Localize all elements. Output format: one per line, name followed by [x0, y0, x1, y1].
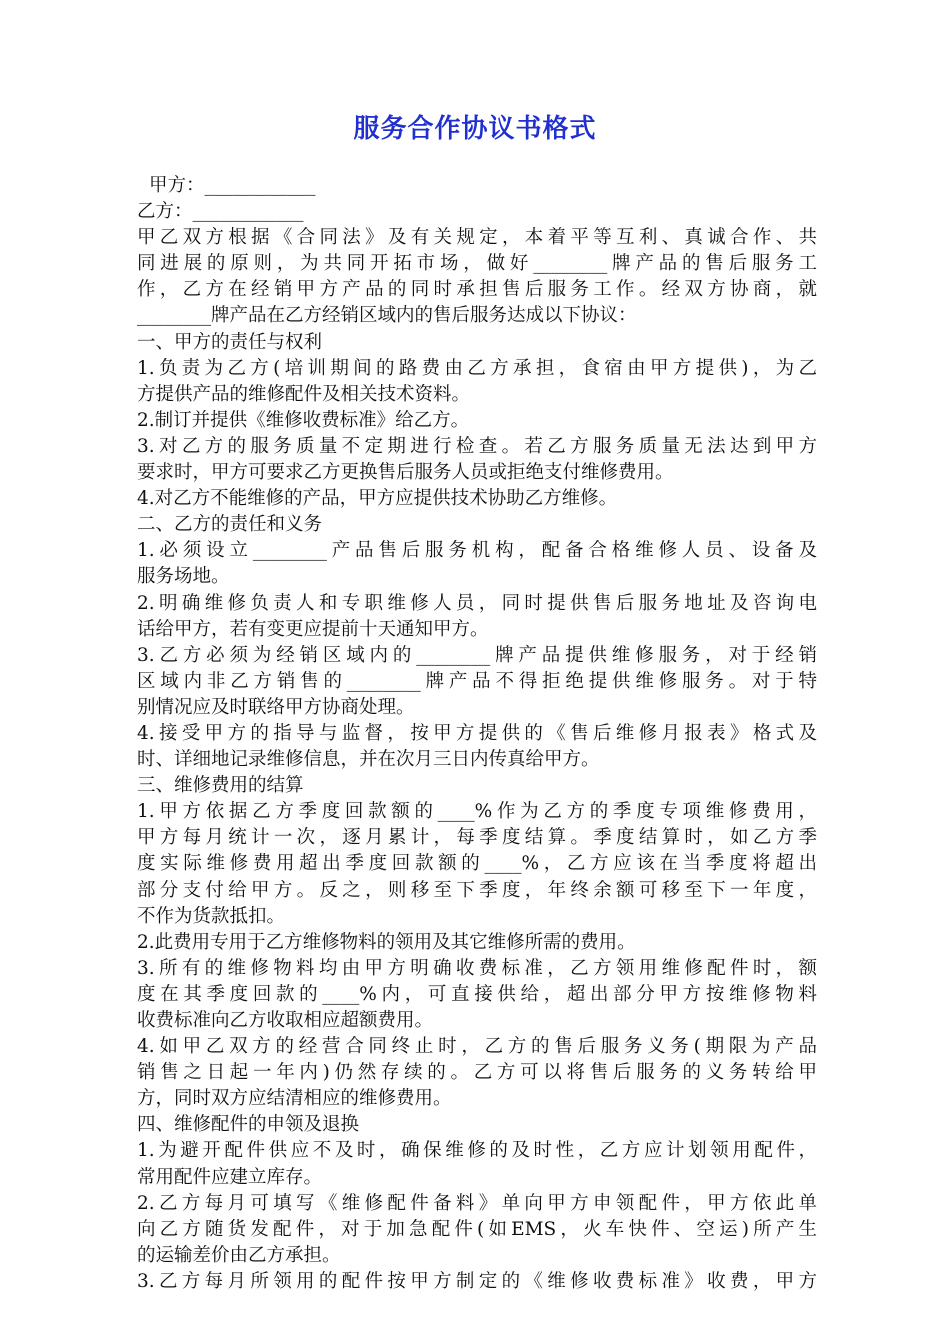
- document-line: 3.乙方每月所领用的配件按甲方制定的《维修收费标准》收费，甲方: [137, 1270, 817, 1292]
- document-line: 甲方：____________: [149, 175, 316, 196]
- document-line: 乙方：____________: [137, 201, 304, 223]
- document-title: 服务合作协议书格式: [353, 114, 597, 144]
- document-line: 服务场地。: [137, 566, 230, 588]
- document-line: 1.为避开配件供应不及时，确保维修的及时性，乙方应计划领用配件，: [137, 1140, 817, 1162]
- document-line: 不作为货款抵扣。: [137, 905, 286, 927]
- document-line: 四、维修配件的申领及退换: [137, 1114, 360, 1136]
- document-line: 别情况应及时联络甲方协商处理。: [137, 696, 415, 718]
- document-line: 作，乙方在经销甲方产品的同时承担售后服务工作。经双方协商，就: [137, 279, 817, 301]
- document-line: 1.负责为乙方(培训期间的路费由乙方承担，食宿由甲方提供)，为乙: [137, 357, 817, 379]
- document-line: 1.必须设立________产品售后服务机构，配备合格维修人员、设备及: [137, 540, 817, 562]
- document-body: [137, 173, 817, 1295]
- document-line: 三、维修费用的结算: [137, 775, 304, 797]
- document-line: ________牌产品在乙方经销区域内的售后服务达成以下协议：: [137, 305, 637, 327]
- document-line: 3.所有的维修物料均由甲方明确收费标准，乙方领用维修配件时，额: [137, 957, 817, 979]
- document-line: 1.甲方依据乙方季度回款额的____%作为乙方的季度专项维修费用，: [137, 801, 817, 823]
- document-line: 要求时，甲方可要求乙方更换售后服务人员或拒绝支付维修费用。: [137, 462, 674, 484]
- document-line: 的运输差价由乙方承担。: [137, 1244, 341, 1266]
- document-line: 3.乙方必须为经销区域内的________牌产品提供维修服务，对于经销: [137, 644, 817, 666]
- document-line: 2.乙方每月可填写《维修配件备料》单向甲方申领配件，甲方依此单: [137, 1192, 817, 1214]
- document-line: 甲方每月统计一次，逐月累计，每季度结算。季度结算时，如乙方季: [137, 827, 817, 849]
- document-line: 2.此费用专用于乙方维修物料的领用及其它维修所需的费用。: [137, 931, 636, 953]
- document-line: 常用配件应建立库存。: [137, 1166, 323, 1188]
- document-line: 销售之日起一年内)仍然存续的。乙方可以将售后服务的义务转给甲: [137, 1062, 817, 1084]
- document-line: 度在其季度回款的____%内，可直接供给，超出部分甲方按维修物料: [137, 983, 817, 1005]
- document-line: 2.明确维修负责人和专职维修人员，同时提供售后服务地址及咨询电: [137, 592, 817, 614]
- document-line: 二、乙方的责任和义务: [137, 514, 323, 536]
- document-line: 收费标准向乙方收取相应超额费用。: [137, 1010, 434, 1031]
- document-line: 4.接受甲方的指导与监督，按甲方提供的《售后维修月报表》格式及: [137, 722, 817, 744]
- document-line: 4.如甲乙双方的经营合同终止时，乙方的售后服务义务(期限为产品: [137, 1036, 817, 1058]
- document-line: 2.制订并提供《维修收费标准》给乙方。: [137, 409, 470, 431]
- document-line: 方，同时双方应结清相应的维修费用。: [137, 1088, 452, 1110]
- document-line: 话给甲方，若有变更应提前十天通知甲方。: [137, 618, 489, 640]
- document-line: 区域内非乙方销售的________牌产品不得拒绝提供维修服务。对于特: [137, 670, 817, 692]
- document-line: 方提供产品的维修配件及相关技术资料。: [137, 383, 471, 405]
- document-line: 向乙方随货发配件，对于加急配件(如EMS，火车快件、空运)所产生: [137, 1218, 817, 1240]
- document-line: 时、详细地记录维修信息，并在次月三日内传真给甲方。: [137, 749, 600, 771]
- document-line: 同进展的原则，为共同开拓市场，做好________牌产品的售后服务工: [137, 253, 817, 275]
- document-line: 4.对乙方不能维修的产品，甲方应提供技术协助乙方维修。: [137, 488, 618, 510]
- document-line: 度实际维修费用超出季度回款额的____%，乙方应该在当季度将超出: [137, 853, 817, 875]
- document-line: 3.对乙方的服务质量不定期进行检查。若乙方服务质量无法达到甲方: [137, 435, 817, 457]
- document-line: 一、甲方的责任与权利: [137, 331, 323, 353]
- document-line: 部分支付给甲方。反之，则移至下季度，年终余额可移至下一年度，: [137, 879, 817, 901]
- document-line: 甲乙双方根据《合同法》及有关规定，本着平等互利、真诚合作、共: [137, 227, 817, 249]
